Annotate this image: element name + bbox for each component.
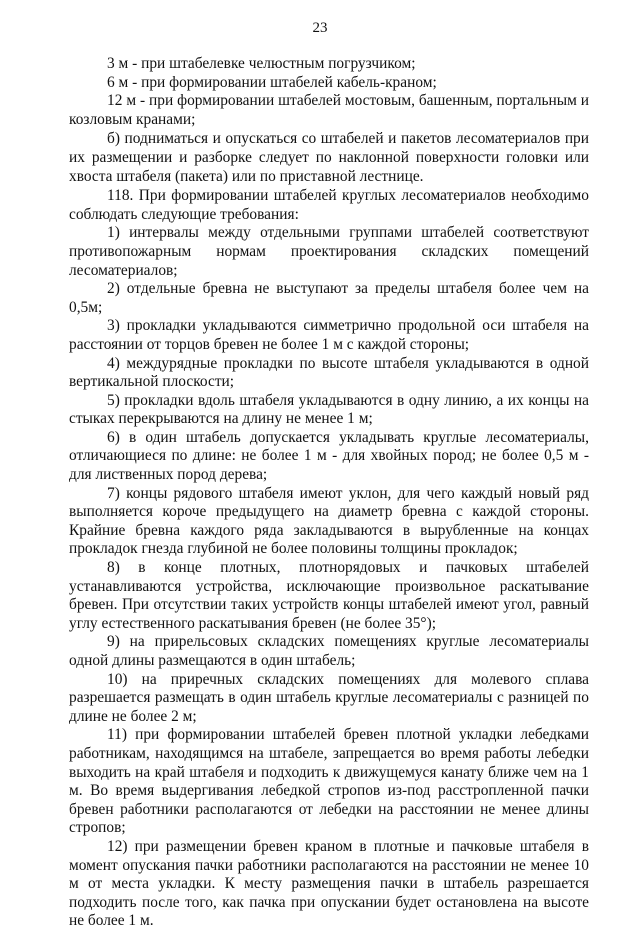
paragraph: 6) в один штабель допускается укладывать круглые лесоматериалы, отличающиеся по длине: не более 1 м - для хвойных пород; не более 0,5 м - для лиственных пород дерева; <box>69 428 589 484</box>
page-number: 23 <box>312 20 328 36</box>
paragraph: б) подниматься и опускаться со штабелей и пакетов лесоматериалов при их размещении и разборке следует по наклонной поверхности головки или хвоста штабеля (пакета) или по приставной лестнице. <box>69 130 589 185</box>
paragraph: 11) при формировании штабелей бревен плотной укладки лебедками работникам, находящимся на штабеле, запрещается во время работы лебедки выходить на край штабеля и подходить к движущемуся канату ближе чем на 1 м. Во время выдергивания лебедкой стропов из-под расстропленной пачки бревен работники располагаются от лебедки на расстоянии не менее длины стропов; <box>69 726 589 837</box>
paragraph: 4) междурядные прокладки по высоте штабеля укладываются в одной вертикальной плоскости; <box>69 354 589 391</box>
paragraph: 2) отдельные бревна не выступают за пределы штабеля более чем на 0,5м; <box>69 280 589 316</box>
paragraph: 9) на прирельсовых складских помещениях круглые лесоматериалы одной длины размещаются в один штабель; <box>69 633 589 669</box>
paragraph: 6 м - при формировании штабелей кабель-краном; <box>107 73 437 91</box>
document-body <box>69 55 589 931</box>
paragraph: 118. При формировании штабелей круглых лесоматериалов необходимо соблюдать следующие требования: <box>69 187 589 223</box>
paragraph: 12 м - при формировании штабелей мостовым, башенным, портальным и козловым кранами; <box>69 92 589 128</box>
paragraph: 7) концы рядового штабеля имеют уклон, для чего каждый новый ряд выполняется короче предыдущего на диаметр бревна с каждой стороны. Крайние бревна каждого ряда закладываются в вырубленные на концах прокладок гнезда глубиной не более половины толщины прокладок; <box>69 484 589 558</box>
paragraph: 3) прокладки укладываются симметрично продольной оси штабеля на расстоянии от торцов бревен не более 1 м с каждой стороны; <box>69 317 589 353</box>
paragraph: 10) на приречных складских помещениях для молевого сплава разрешается размещать в один штабель круглые лесоматериалы с разницей по длине не более 2 м; <box>69 670 589 725</box>
paragraph: 12) при размещении бревен краном в плотные и пачковые штабеля в момент опускания пачки работники располагаются на расстоянии не менее 10 м от места укладки. К месту размещения пачки в штабель разрешается подходить после того, как пачка при опускании будет остановлена на высоте не более 1 м. <box>69 837 589 930</box>
paragraph: 1) интервалы между отдельными группами штабелей соответствуют противопожарным нормам проектирования складских помещений лесоматериалов; <box>69 224 589 279</box>
paragraph: 8) в конце плотных, плотнорядовых и пачковых штабелей устанавливаются устройства, исключающие произвольное раскатывание бревен. При отсутствии таких устройств концы штабелей имеют угол, равный углу естественного раскатывания бревен (не более 35°); <box>69 559 589 632</box>
paragraph: 3 м - при штабелевке челюстным погрузчиком; <box>107 55 416 72</box>
paragraph: 5) прокладки вдоль штабеля укладываются в одну линию, а их концы на стыках перекрываются на длину не менее 1 м; <box>69 391 589 428</box>
